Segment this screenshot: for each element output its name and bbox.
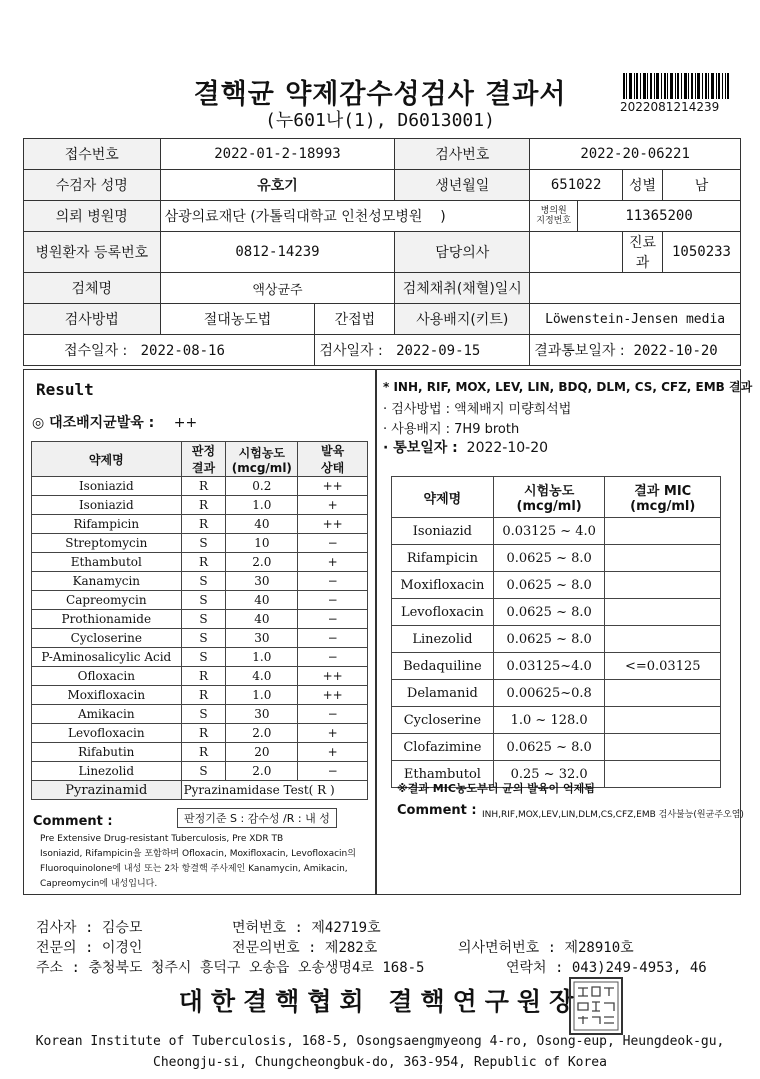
judge-result: S	[181, 534, 226, 553]
test-conc: 20	[226, 743, 298, 762]
spec-no-label: 전문의번호 :	[232, 940, 317, 956]
mic-result: <=0.03125	[605, 653, 721, 680]
right-report-date: 2022-10-20	[466, 440, 549, 456]
receipt-no-label: 접수번호	[24, 139, 161, 170]
doc-license-label: 의사면허번호 :	[458, 940, 557, 956]
mic-result	[605, 734, 721, 761]
growth-status: −	[298, 572, 368, 591]
test-conc: 2.0	[226, 724, 298, 743]
hospital-code-label	[530, 201, 578, 232]
medium-label: 사용배지(키트)	[395, 304, 530, 335]
barcode-number: 2022081214239	[620, 100, 720, 114]
test-conc: 0.03125 ~ 4.0	[493, 518, 605, 545]
mic-result	[605, 761, 721, 788]
drug-name: Levofloxacin	[32, 724, 182, 743]
test-conc: 40	[226, 591, 298, 610]
judge-result: R	[181, 686, 226, 705]
judge-result: S	[181, 591, 226, 610]
growth-status: ++	[298, 477, 368, 496]
growth-status: −	[298, 534, 368, 553]
control-growth-label: ◎ 대조배지균발육 :	[32, 415, 155, 431]
drug-name: Rifabutin	[32, 743, 182, 762]
address-label: 주소 :	[36, 960, 80, 976]
pza-drug: Pyrazinamid	[32, 781, 182, 800]
hospital-code-label-1: 병의원	[540, 206, 567, 216]
left-comment-1: Pre Extensive Drug-resistant Tuberculosis, Pre XDR TB	[40, 834, 284, 844]
drug-name: Linezolid	[32, 762, 182, 781]
hospital-code: 11365200	[578, 201, 741, 232]
growth-status: −	[298, 648, 368, 667]
official-seal-icon	[568, 976, 624, 1036]
drug-name: Clofazimine	[392, 734, 494, 761]
left-comment-text	[40, 832, 370, 892]
table-row	[392, 680, 721, 707]
patient-name: 유호기	[160, 170, 395, 201]
col-growth-2: 상태	[321, 461, 345, 475]
table-row	[32, 610, 368, 629]
method-1: 절대농도법	[160, 304, 315, 335]
contact-label: 연락처 :	[506, 960, 564, 976]
patient-reg-label: 병원환자 등록번호	[24, 232, 161, 273]
table-row	[32, 762, 368, 781]
examiner-line	[36, 917, 142, 937]
patient-name-label: 수검자 성명	[24, 170, 161, 201]
examiner-label: 검사자 :	[36, 920, 94, 936]
table-row	[392, 626, 721, 653]
criteria-box: 판정기준 S : 감수성 /R : 내 성	[177, 808, 337, 828]
table-row	[392, 707, 721, 734]
hospital-code-label-2: 지정번호	[536, 216, 572, 226]
drug-name: Linezolid	[392, 626, 494, 653]
growth-status: +	[298, 724, 368, 743]
table-row	[32, 553, 368, 572]
doctor-label: 담당의사	[395, 232, 530, 273]
table-row	[32, 648, 368, 667]
col-drug: 약제명	[32, 442, 182, 477]
dept-label: 진료과	[623, 232, 663, 273]
birth-label: 생년월일	[395, 170, 530, 201]
test-conc: 30	[226, 629, 298, 648]
table-row	[32, 496, 368, 515]
growth-status: ++	[298, 515, 368, 534]
license-label: 면허번호 :	[232, 920, 303, 936]
drug-name: Rifampicin	[392, 545, 494, 572]
table-row	[32, 591, 368, 610]
right-report-label: · 통보일자 :	[383, 440, 458, 456]
hospital-label: 의뢰 병원명	[24, 201, 161, 232]
test-date-cell	[315, 335, 530, 366]
test-conc: 30	[226, 705, 298, 724]
test-conc: 1.0	[226, 496, 298, 515]
mic-result	[605, 599, 721, 626]
test-conc: 1.0	[226, 648, 298, 667]
test-conc: 0.0625 ~ 8.0	[493, 572, 605, 599]
right-medium-line: · 사용배지 : 7H9 broth	[383, 422, 520, 437]
drug-name: Ofloxacin	[32, 667, 182, 686]
report-date: 2022-10-20	[633, 343, 718, 359]
test-conc: 10	[226, 534, 298, 553]
test-conc: 40	[226, 610, 298, 629]
license-line	[232, 917, 381, 937]
test-conc: 0.25 ~ 32.0	[493, 761, 605, 788]
table-row	[392, 599, 721, 626]
specialist-label: 전문의 :	[36, 940, 94, 956]
judge-result: S	[181, 572, 226, 591]
drug-name: Prothionamide	[32, 610, 182, 629]
receipt-date-label: 접수일자 :	[64, 343, 128, 359]
liquid-medium-mic-table	[391, 476, 721, 788]
doc-license-line	[458, 937, 634, 957]
col-conc	[226, 442, 298, 477]
judge-result: R	[181, 496, 226, 515]
col-judge-1: 판정	[191, 444, 216, 458]
receipt-date-cell	[24, 335, 315, 366]
growth-status: ++	[298, 686, 368, 705]
doc-license: 제28910호	[564, 940, 634, 956]
judge-result: S	[181, 629, 226, 648]
sex-label: 성별	[623, 170, 663, 201]
sex: 남	[662, 170, 740, 201]
growth-status: −	[298, 629, 368, 648]
address-en-2: Cheongju-si, Chungcheongbuk-do, 363-954, Republic of Korea	[153, 1055, 607, 1070]
judge-result: S	[181, 762, 226, 781]
test-conc: 0.0625 ~ 8.0	[493, 545, 605, 572]
result-title: Result	[36, 380, 94, 399]
receipt-no: 2022-01-2-18993	[160, 139, 395, 170]
table-row	[32, 534, 368, 553]
spec-no: 제282호	[324, 940, 378, 956]
test-conc: 1.0 ~ 128.0	[493, 707, 605, 734]
drug-name: Cycloserine	[392, 707, 494, 734]
mic-result	[605, 518, 721, 545]
header-info-table	[23, 138, 741, 366]
col-growth	[298, 442, 368, 477]
drug-name: Cycloserine	[32, 629, 182, 648]
table-row	[392, 518, 721, 545]
rt-col-conc	[493, 477, 605, 518]
col-conc-2: (mcg/ml)	[231, 460, 292, 475]
table-row	[32, 686, 368, 705]
address-line	[36, 957, 425, 977]
right-comment: INH,RIF,MOX,LEV,LIN,DLM,CS,CFZ,EMB 검사불능(원균주오염)	[482, 810, 744, 820]
drug-name: Rifampicin	[32, 515, 182, 534]
test-conc: 0.2	[226, 477, 298, 496]
spec-no-line	[232, 937, 377, 957]
test-conc: 0.03125~4.0	[493, 653, 605, 680]
right-header-line: * INH, RIF, MOX, LEV, LIN, BDQ, DLM, CS, CFZ, EMB 결과	[383, 380, 753, 394]
drug-name: Bedaquiline	[392, 653, 494, 680]
judge-result: R	[181, 667, 226, 686]
test-conc: 30	[226, 572, 298, 591]
left-comment-4: Capreomycin에 내성입니다.	[40, 879, 158, 889]
drug-name: Moxifloxacin	[32, 686, 182, 705]
rt-col-conc-2: (mcg/ml)	[516, 499, 582, 514]
rt-col-mic	[605, 477, 721, 518]
drug-name: Levofloxacin	[392, 599, 494, 626]
drug-name: Capreomycin	[32, 591, 182, 610]
license: 제42719호	[311, 920, 381, 936]
table-row	[392, 572, 721, 599]
test-conc: 40	[226, 515, 298, 534]
test-conc: 2.0	[226, 762, 298, 781]
report-date-cell	[530, 335, 741, 366]
medium: Löwenstein-Jensen media	[530, 304, 741, 335]
right-report-line	[383, 437, 548, 457]
table-row	[32, 477, 368, 496]
growth-status: −	[298, 610, 368, 629]
drug-name: Streptomycin	[32, 534, 182, 553]
collect-label: 검체채취(채혈)일시	[395, 273, 530, 304]
right-note: ※결과 MIC농도부터 균의 발육이 억제됨	[397, 782, 595, 795]
solid-medium-results-table	[31, 441, 368, 800]
left-comment-3: Fluoroquinolone에 내성 또는 2차 항결핵 주사제인 Kanamycin, Amikacin,	[40, 864, 348, 874]
drug-name: Isoniazid	[32, 496, 182, 515]
judge-result: S	[181, 610, 226, 629]
drug-name: Kanamycin	[32, 572, 182, 591]
rt-col-drug: 약제명	[392, 477, 494, 518]
table-row	[392, 653, 721, 680]
doctor-value	[530, 232, 623, 273]
rt-col-conc-1: 시험농도	[524, 484, 575, 499]
drug-name: P-Aminosalicylic Acid	[32, 648, 182, 667]
col-conc-1: 시험농도	[238, 445, 286, 460]
left-comment-label: Comment :	[33, 814, 113, 829]
specimen: 액상균주	[160, 273, 395, 304]
test-conc: 2.0	[226, 553, 298, 572]
contact-line	[506, 957, 707, 977]
test-conc: 0.00625~0.8	[493, 680, 605, 707]
judge-result: R	[181, 515, 226, 534]
drug-name: Isoniazid	[392, 518, 494, 545]
examiner: 김승모	[101, 920, 143, 936]
collect	[530, 273, 741, 304]
table-row	[32, 724, 368, 743]
table-row	[32, 705, 368, 724]
mic-result	[605, 572, 721, 599]
test-conc: 4.0	[226, 667, 298, 686]
growth-status: −	[298, 705, 368, 724]
judge-result: S	[181, 648, 226, 667]
mic-result	[605, 707, 721, 734]
mic-result	[605, 545, 721, 572]
table-row	[32, 572, 368, 591]
receipt-date: 2022-08-16	[140, 343, 225, 359]
patient-reg: 0812-14239	[160, 232, 395, 273]
test-conc: 0.0625 ~ 8.0	[493, 599, 605, 626]
table-row	[32, 667, 368, 686]
address: 충청북도 청주시 흥덕구 오송읍 오송생명4로 168-5	[88, 960, 425, 976]
table-row	[32, 629, 368, 648]
table-row	[32, 515, 368, 534]
mic-result	[605, 626, 721, 653]
growth-status: +	[298, 496, 368, 515]
test-date: 2022-09-15	[396, 343, 481, 359]
table-row	[392, 734, 721, 761]
drug-name: Ethambutol	[392, 761, 494, 788]
test-no: 2022-20-06221	[530, 139, 741, 170]
drug-name: Amikacin	[32, 705, 182, 724]
organization-name: 대한결핵협회 결핵연구원장	[178, 987, 582, 1016]
judge-result: R	[181, 724, 226, 743]
specialist-line	[36, 937, 142, 957]
growth-status: ++	[298, 667, 368, 686]
test-conc: 0.0625 ~ 8.0	[493, 626, 605, 653]
right-method-line: · 검사방법 : 액체배지 미량희석법	[383, 402, 572, 417]
right-comment-label: Comment :	[397, 803, 477, 818]
barcode-icon	[623, 73, 729, 99]
drug-name: Isoniazid	[32, 477, 182, 496]
col-judge	[181, 442, 226, 477]
table-row	[392, 545, 721, 572]
drug-name: Ethambutol	[32, 553, 182, 572]
drug-name: Delamanid	[392, 680, 494, 707]
judge-result: R	[181, 477, 226, 496]
left-comment-2: Isoniazid, Rifampicin을 포함하며 Ofloxacin, Moxifloxacin, Levofloxacin의	[40, 849, 356, 859]
hospital: 삼광의료재단 (가톨릭대학교 인천성모병원 )	[160, 201, 530, 232]
rt-col-mic-2: (mcg/ml)	[630, 499, 696, 514]
col-growth-1: 발육	[321, 444, 345, 458]
control-growth	[32, 412, 197, 432]
address-en-1: Korean Institute of Tuberculosis, 168-5, Osongsaengmyeong 4-ro, Osong-eup, Heungdeok-gu,	[35, 1034, 725, 1049]
growth-status: −	[298, 762, 368, 781]
table-row	[32, 743, 368, 762]
method-label: 검사방법	[24, 304, 161, 335]
test-conc: 1.0	[226, 686, 298, 705]
test-conc: 0.0625 ~ 8.0	[493, 734, 605, 761]
mic-result	[605, 680, 721, 707]
pza-result: Pyrazinamidase Test( R )	[181, 781, 367, 800]
growth-status: −	[298, 591, 368, 610]
document-title: 결핵균 약제감수성검사 결과서	[193, 79, 567, 110]
test-date-label: 검사일자 :	[319, 343, 383, 359]
birth: 651022	[530, 170, 623, 201]
col-judge-2: 결과	[191, 461, 216, 475]
contact: 043)249-4953, 46	[571, 960, 707, 976]
judge-result: R	[181, 743, 226, 762]
judge-result: S	[181, 705, 226, 724]
specialist: 이경인	[101, 940, 143, 956]
rt-col-mic-1: 결과 MIC	[634, 484, 692, 499]
report-date-label: 결과통보일자 :	[534, 343, 625, 359]
drug-name: Moxifloxacin	[392, 572, 494, 599]
dept-code: 1050233	[662, 232, 740, 273]
judge-result: R	[181, 553, 226, 572]
growth-status: +	[298, 553, 368, 572]
growth-status: +	[298, 743, 368, 762]
control-growth-value: ++	[173, 415, 198, 431]
specimen-label: 검체명	[24, 273, 161, 304]
method-2: 간접법	[315, 304, 395, 335]
test-no-label: 검사번호	[395, 139, 530, 170]
document-subtitle: (누601나(1), D6013001)	[265, 110, 495, 131]
